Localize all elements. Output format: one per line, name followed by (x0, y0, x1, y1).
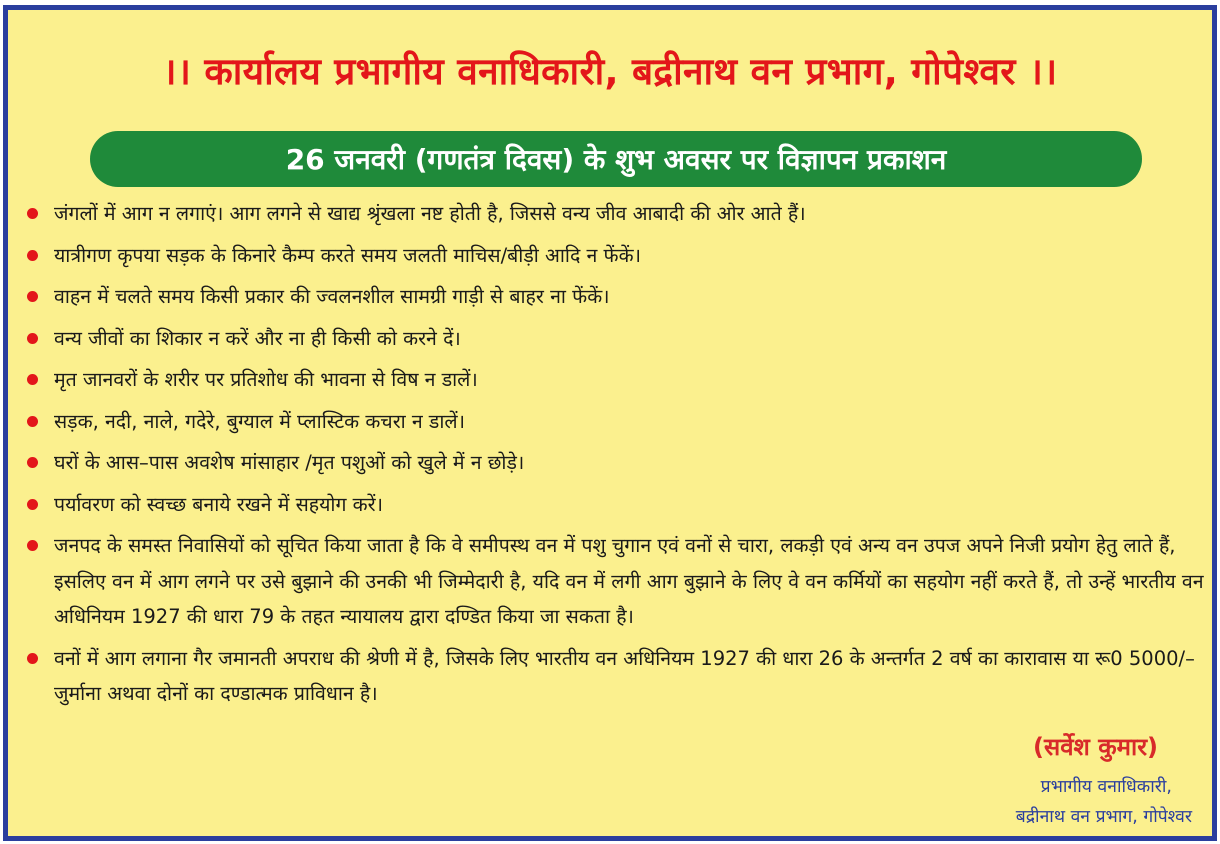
signatory-name: (सर्वेश कुमार) (1033, 733, 1158, 761)
notice-item (24, 445, 1209, 481)
bullet-icon (27, 540, 38, 551)
notice-item (24, 404, 1209, 440)
notice-text: वनों में आग लगाना गैर जमानती अपराध की श्रेणी में है, जिसके लिए भारतीय वन अधिनियम 1927 की धारा 26 के अन्तर्गत 2 वर्ष का कारावास या रू0 5000/– जुर्माना अथवा दोनों का दण्डात्मक प्राविधान है। (54, 646, 1195, 705)
notice-item (24, 362, 1209, 398)
notice-text: वाहन में चलते समय किसी प्रकार की ज्वलनशील सामग्री गाड़ी से बाहर ना फेंकें। (54, 285, 610, 308)
notice-text: वन्य जीवों का शिकार न करें और ना ही किसी को करने दें। (54, 326, 461, 350)
bullet-icon (27, 457, 38, 468)
bullet-icon (27, 416, 38, 427)
notice-text: घरों के आस–पास अवशेष मांसाहार /मृत पशुओं को खुले में न छोड़े। (54, 451, 525, 474)
notice-item (24, 321, 1209, 357)
subtitle-banner (90, 131, 1142, 187)
bullet-icon (27, 291, 38, 302)
notice-item (24, 641, 1209, 712)
bullet-icon (27, 653, 38, 664)
bullet-icon (27, 208, 38, 219)
subtitle-text: 26 जनवरी (गणतंत्र दिवस) के शुभ अवसर पर विज्ञापन प्रकाशन (285, 143, 947, 176)
bullet-icon (27, 250, 38, 261)
bullet-icon (27, 374, 38, 385)
notice-text: पर्यावरण को स्वच्छ बनाये रखने में सहयोग करें। (54, 492, 383, 516)
advertisement-frame (3, 5, 1217, 841)
signatory-designation: प्रभागीय वनाधिकारी, (1040, 777, 1172, 797)
signatory-office: बद्रीनाथ वन प्रभाग, गोपेश्वर (1015, 807, 1192, 827)
notice-text: जंगलों में आग न लगाएं। आग लगने से खाद्य श्रृंखला नष्ट होती है, जिससे वन्य जीव आबादी की ओर आते हैं। (54, 202, 806, 225)
notice-text: सड़क, नदी, नाले, गदेरे, बुग्याल में प्लास्टिक कचरा न डालें। (54, 409, 466, 433)
notice-item (24, 196, 1209, 232)
bullet-icon (27, 333, 38, 344)
notice-list (24, 196, 1209, 718)
bullet-icon (27, 499, 38, 510)
notice-item (24, 487, 1209, 523)
notice-text: यात्रीगण कृपया सड़क के किनारे कैम्प करते समय जलती माचिस/बीड़ी आदि न फेंकें। (54, 243, 641, 267)
notice-text: मृत जानवरों के शरीर पर प्रतिशोध की भावना से विष न डालें। (54, 368, 478, 391)
notice-item (24, 279, 1209, 315)
notice-item (24, 238, 1209, 274)
notice-item (24, 528, 1209, 635)
notice-text: जनपद के समस्त निवासियों को सूचित किया जाता है कि वे समीपस्थ वन में पशु चुगान एवं वनों से चारा, लकड़ी एवं अन्य वन उपज अपने निजी प्रयोग हेतु लाते हैं, इसलिए वन में आग लगने पर उसे बुझाने की उनकी भी जिम्मेदारी है, यदि वन में लगी आग बुझाने के लिए वे वन कर्मियों का सहयोग नहीं करते हैं, तो उन्हें भारतीय वन अधिनियम 1927 की धारा 79 के तहत न्यायालय द्वारा दण्डित किया जा सकता है। (54, 534, 1204, 628)
office-title: ।। कार्यालय प्रभागीय वनाधिकारी, बद्रीनाथ वन प्रभाग, गोपेश्वर ।। (162, 50, 1058, 93)
